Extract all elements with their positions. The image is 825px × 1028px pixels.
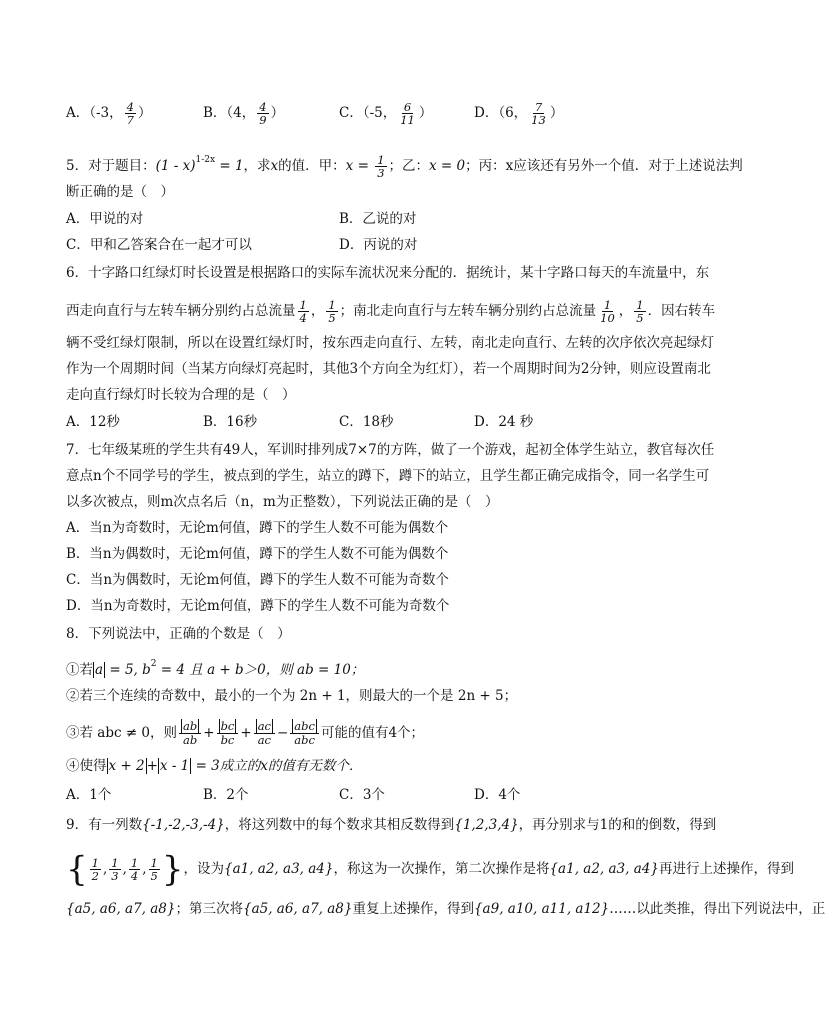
q7-option-a: A．当n为奇数时，无论m何值，蹲下的学生人数不可能为偶数个 [66, 520, 449, 536]
q8-option-b: B．2个 [203, 787, 249, 803]
fraction: $\frac{1}{4}$ [130, 856, 139, 883]
question-5-stem: 5．对于题目：(1 - x)$^{1-2x}$ = 1，求x的值．甲：x = $\frac{1}{3}$ ；乙：x = 0；丙：x应该还有另外一个值．对于上述说法判 [66, 153, 743, 180]
math-expression: (1 - x) [155, 158, 196, 174]
q5-option-d: D．丙说的对 [339, 237, 418, 253]
q6-option-b: B．16秒 [203, 414, 258, 430]
q8-option-c: C．3个 [339, 787, 385, 803]
q6-option-c: C．18秒 [339, 414, 394, 430]
fraction: $\frac{1}{5}$ [328, 298, 336, 325]
fraction: $\frac{4}{7}$ [126, 100, 134, 127]
q8-option-a: A．1个 [66, 787, 112, 803]
option-label: A．（-3， [66, 105, 123, 121]
fraction: $\frac{1}{10}$ [600, 298, 615, 325]
q7-option-c: C．当n为偶数时，无论m何值，蹲下的学生人数不可能为奇数个 [66, 572, 449, 588]
fraction: $\frac{ab}{ab}$ [179, 720, 201, 747]
fraction: $\frac{1}{3}$ [377, 153, 385, 180]
question-7-stem: 7．七年级某班的学生共有49人，军训时排列成7×7的方阵，做了一个游戏，起初全体学生站立，教官每次任 [66, 442, 715, 458]
question-7-stem-line2: 意点n个不同学号的学生，被点到的学生，站立的蹲下，蹲下的站立，且学生都正确完成指令，同一名学生可 [66, 468, 710, 484]
q5-option-b: B．乙说的对 [339, 211, 417, 227]
q4-option-c: C．（-5， $\frac{6}{11}$ ） [339, 100, 433, 127]
question-5-stem-cont: 断正确的是（ ） [66, 184, 174, 200]
q6-option-a: A．12秒 [66, 414, 120, 430]
q8-statement-1: ①若 a = 5, $b^2 = 4$ 且 a + b＞0，则 ab = 10； [66, 659, 365, 678]
q5-option-a: A．甲说的对 [66, 211, 144, 227]
question-6-stem-line5: 走向直行绿灯时长较为合理的是（ ） [66, 387, 296, 403]
fraction: $\frac{1}{5}$ [150, 856, 158, 883]
question-6-stem-line3: 辆不受红绿灯限制，所以在设置红绿灯时，按东西走向直行、左转，南北走向直行、左转的次序依次亮起绿灯 [66, 335, 714, 351]
fraction: $\frac{1}{2}$ [91, 856, 99, 883]
fraction: $\frac{7}{13}$ [531, 100, 546, 127]
q6-option-d: D．24 秒 [474, 414, 534, 430]
question-9-stem-line2: { $\frac{1}{2}$ , $\frac{1}{3}$ , $\frac{1}{4}$ , $\frac{1}{5}$ }，设为{a1, a2, a3, a4}，称这为一次操作，第二次操作是将{a1, a2, a3, a4}再进行上述操作，得到 [66, 849, 794, 890]
q4-option-a: A．（-3， $\frac{4}{7}$ ） [66, 100, 152, 127]
question-6-stem: 6．十字路口红绿灯时长设置是根据路口的实际车流状况来分配的．据统计，某十字路口每天的车流量中，东 [66, 265, 710, 281]
question-6-stem-line4: 作为一个周期时间（当某方向绿灯亮起时，其他3个方向全为红灯），若一个周期时间为2分钟，则应设置南北 [66, 361, 711, 377]
q4-option-d: D．（6， $\frac{7}{13}$ ） [474, 100, 564, 127]
q8-statement-2: ②若三个连续的奇数中，最小的一个为 2n + 1，则最大的一个是 2n + 5； [66, 688, 518, 704]
question-7-stem-line3: 以多次被点，则m次点名后（n，m为正整数），下列说法正确的是（ ） [66, 494, 499, 510]
q7-option-b: B．当n为偶数时，无论m何值，蹲下的学生人数不可能为偶数个 [66, 546, 449, 562]
fraction: $\frac{4}{9}$ [259, 100, 267, 127]
question-6-stem-line2: 西走向直行与左转车辆分别约占总流量 $\frac{1}{4}$ ， $\frac{1}{5}$ ；南北走向直行与左转车辆分别约占总流量 $\frac{1}{10}$ ， $\frac{1}{5}$ ．因右转车 [66, 298, 716, 325]
question-9-stem: 9．有一列数{-1,-2,-3,-4}，将这列数中的每个数求其相反数得到{1,2,3,4}，再分别求与1的和的倒数，得到 [66, 817, 717, 833]
q8-option-d: D．4个 [474, 787, 521, 803]
q8-statement-3: ③若 abc ≠ 0，则 $\frac{ab}{ab}$ + $\frac{bc}{bc}$ + $\frac{ac}{ac}$ − $\frac{\text{abc}}{\text{abc}}$ 可能的值有4个； [66, 719, 425, 747]
fraction: $\frac{1}{3}$ [111, 856, 119, 883]
question-9-stem-line3: {a5, a6, a7, a8}；第三次将{a5, a6, a7, a8}重复上述操作，得到{a9, a10, a11, a12}……以此类推，得出下列说法中，正 [66, 901, 825, 917]
fraction: $\frac{ac}{ac}$ [254, 720, 275, 747]
q7-option-d: D．当n为奇数时，无论m何值，蹲下的学生人数不可能为奇数个 [66, 598, 450, 614]
fraction: $\frac{bc}{bc}$ [217, 720, 239, 747]
fraction: $\frac{1}{4}$ [299, 298, 307, 325]
q5-option-c: C．甲和乙答案合在一起才可以 [66, 237, 252, 253]
fraction: $\frac{1}{5}$ [636, 298, 644, 325]
fraction: $\frac{\text{abc}}{\text{abc}}$ [290, 720, 319, 747]
q4-option-b: B．（4， $\frac{4}{9}$ ） [203, 100, 285, 127]
q8-statement-4: ④使得 x + 2 + x - 1 = 3成立的x的值有无数个． [66, 758, 363, 774]
fraction: $\frac{6}{11}$ [400, 100, 415, 127]
question-8-stem: 8．下列说法中，正确的个数是（ ） [66, 626, 291, 642]
